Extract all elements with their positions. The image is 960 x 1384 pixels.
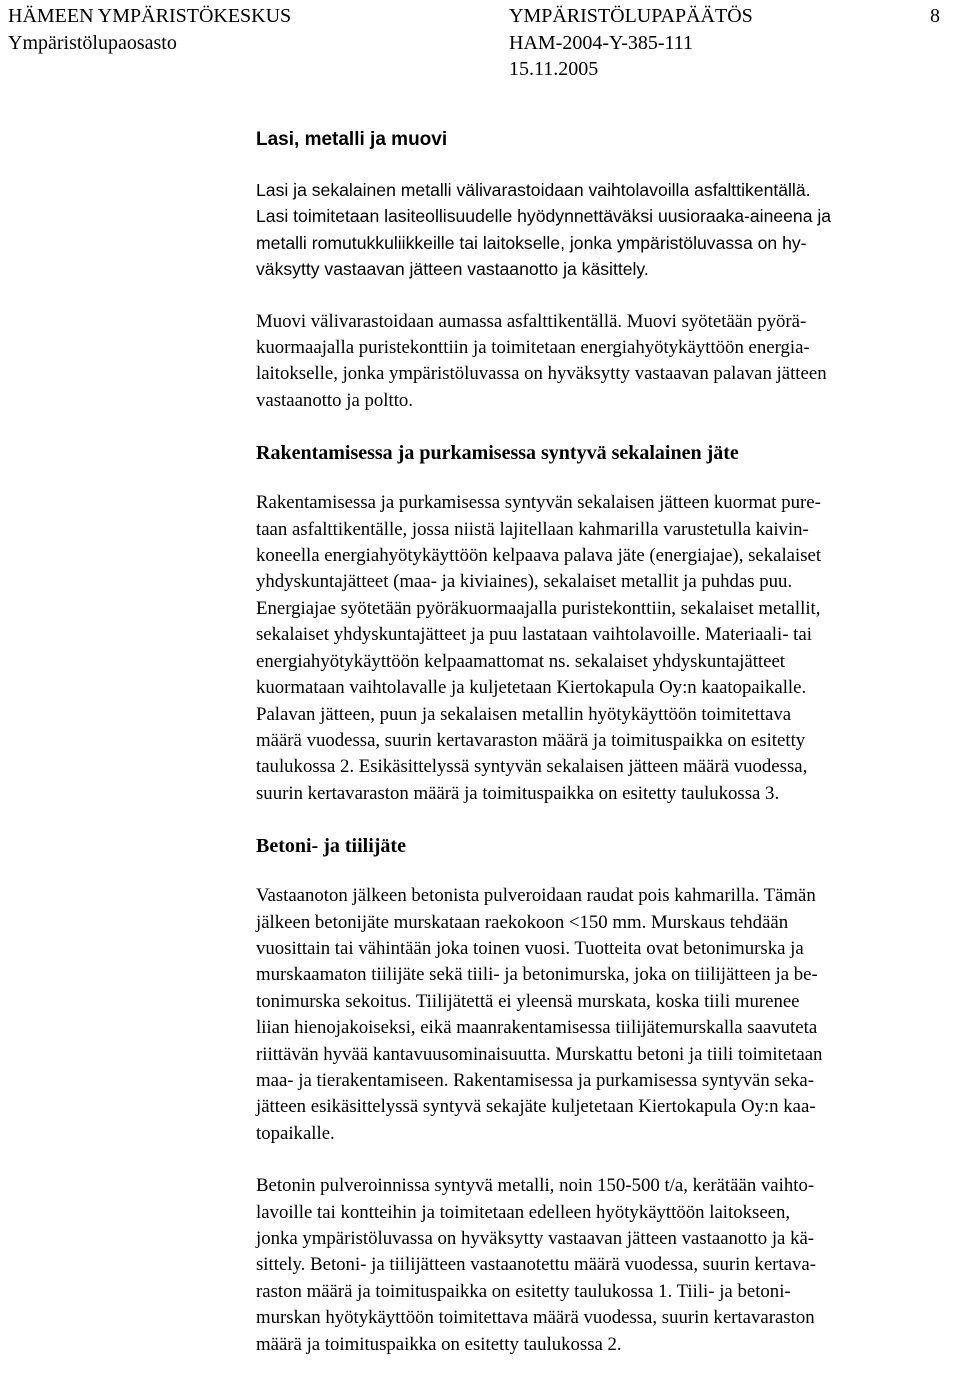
text-line: määrä vuodessa, suurin kertavaraston määrä ja toimituspaikka on esitetty bbox=[256, 729, 806, 751]
text-line: Energiajae syötetään pyöräkuormaajalla puristekonttiin, sekalaiset metallit, bbox=[256, 597, 821, 619]
text-line: energiahyötykäyttöön kelpaamattomat ns. sekalaiset yhdyskuntajätteet bbox=[256, 650, 786, 672]
text-line: Betonin pulveroinnissa syntyvä metalli, noin 150-500 t/a, kerätään vaihto- bbox=[256, 1175, 815, 1197]
section-title-concrete-brick: Betoni- ja tiilijäte bbox=[256, 835, 406, 858]
text-line: metalli romutukkuliikkeille tai laitokselle, jonka ympäristöluvassa on hy- bbox=[256, 232, 807, 253]
paragraph bbox=[256, 490, 956, 807]
text-line: vastaanotto ja poltto. bbox=[256, 389, 413, 411]
text-line: kuormaajalla puristekonttiin ja toimitetaan energiahyötykäyttöön energia- bbox=[256, 337, 810, 359]
text-line: jälkeen betonijäte murskataan raekokoon <150 mm. Murskaus tehdään bbox=[256, 911, 789, 933]
text-line: topaikalle. bbox=[256, 1122, 335, 1144]
text-line: Lasi toimitetaan lasiteollisuudelle hyödynnettäväksi uusioraaka-aineena ja bbox=[256, 206, 832, 227]
text-line: jonka ympäristöluvassa on hyväksytty vastaavan jätteen vastaanotto ja kä- bbox=[256, 1228, 815, 1249]
text-line: jätteen esikäsittelyssä syntyvä sekajäte kuljetetaan Kiertokapula Oy:n kaa- bbox=[256, 1096, 816, 1118]
text-line: yhdyskuntajätteet (maa- ja kiviaines), sekalaiset metallit ja puhdas puu. bbox=[256, 571, 793, 593]
document-body bbox=[256, 127, 956, 1384]
text-line: määrä ja toimituspaikka on esitetty taulukossa 2. bbox=[256, 1333, 622, 1355]
text-line: sittely. Betoni- ja tiilijätteen vastaanotettu määrä vuodessa, suurin kertava- bbox=[256, 1254, 816, 1276]
header-document-id: HAM-2004-Y-385-111 bbox=[509, 32, 694, 54]
header-unit: Ympäristölupaosasto bbox=[8, 32, 177, 54]
header-date: 15.11.2005 bbox=[509, 58, 599, 80]
text-line: suurin kertavaraston määrä ja toimituspaikka on esitetty taulukossa 3. bbox=[256, 782, 780, 804]
text-line: laitokselle, jonka ympäristöluvassa on hyväksytty vastaavan palavan jätteen bbox=[256, 363, 827, 385]
section-title-construction-waste: Rakentamisessa ja purkamisessa syntyvä sekalainen jäte bbox=[256, 442, 739, 465]
text-line: murskan hyötykäyttöön toimitettava määrä vuodessa, suurin kertavaraston bbox=[256, 1307, 815, 1329]
text-line: Muovi välivarastoidaan aumassa asfalttikentällä. Muovi syötetään pyörä- bbox=[256, 310, 807, 332]
text-line: liian hienojakoiseksi, eikä maanrakentamisessa tiilijätemurskalla saavuteta bbox=[256, 1017, 818, 1039]
text-line: taulukossa 2. Esikäsittelyssä syntyvän sekalaisen jätteen määrä vuodessa, bbox=[256, 756, 808, 778]
paragraph bbox=[256, 883, 956, 1147]
text-line: Rakentamisessa ja purkamisessa syntyvän sekalaisen jätteen kuormat pure- bbox=[256, 492, 821, 514]
paragraph bbox=[256, 309, 956, 415]
text-line: sekalaiset yhdyskuntajätteet ja puu lastataan vaihtolavoille. Materiaali- tai bbox=[256, 624, 812, 646]
text-line: riittävän hyvää kantavuusominaisuutta. Murskattu betoni ja tiili toimitetaan bbox=[256, 1043, 823, 1065]
page-number: 8 bbox=[930, 5, 940, 27]
text-line: murskaamaton tiilijäte sekä tiili- ja betonimurska, joka on tiilijätteen ja be- bbox=[256, 964, 818, 986]
paragraph bbox=[256, 1173, 956, 1358]
text-line: koneella energiahyötykäyttöön kelpaava palava jäte (energiajae), sekalaiset bbox=[256, 545, 822, 567]
text-line: raston määrä ja toimituspaikka on esitetty taulukossa 1. Tiili- ja betoni- bbox=[256, 1280, 791, 1302]
paragraph bbox=[256, 177, 956, 283]
text-line: taan asfalttikentälle, jossa niistä lajitellaan kahmarilla varustetulla kaivin- bbox=[256, 518, 809, 540]
text-line: väksytty vastaavan jätteen vastaanotto ja käsittely. bbox=[256, 259, 649, 280]
text-line: Palavan jätteen, puun ja sekalaisen metallin hyötykäyttöön toimitettava bbox=[256, 703, 792, 725]
text-line: kuormataan vaihtolavalle ja kuljetetaan Kiertokapula Oy:n kaatopaikalle. bbox=[256, 677, 807, 699]
text-line: vuosittain tai vähintään joka toinen vuosi. Tuotteita ovat betonimurska ja bbox=[256, 937, 804, 959]
text-line: maa- ja tierakentamiseen. Rakentamisessa ja purkamisessa syntyvän seka- bbox=[256, 1069, 815, 1091]
header-organization: HÄMEEN YMPÄRISTÖKESKUS bbox=[8, 5, 292, 27]
text-line: Lasi ja sekalainen metalli välivarastoidaan vaihtolavoilla asfalttikentällä. bbox=[256, 180, 811, 200]
section-title-glass-metal-plastic: Lasi, metalli ja muovi bbox=[256, 129, 448, 150]
text-line: Vastaanoton jälkeen betonista pulveroidaan raudat pois kahmarilla. Tämän bbox=[256, 885, 816, 907]
text-line: tonimurska sekoitus. Tiilijätettä ei yleensä murskata, koska tiili murenee bbox=[256, 990, 800, 1012]
text-line: lavoille tai kontteihin ja toimitetaan edelleen hyötykäyttöön laitokseen, bbox=[256, 1201, 791, 1223]
header-document-type: YMPÄRISTÖLUPAPÄÄTÖS bbox=[509, 5, 753, 27]
